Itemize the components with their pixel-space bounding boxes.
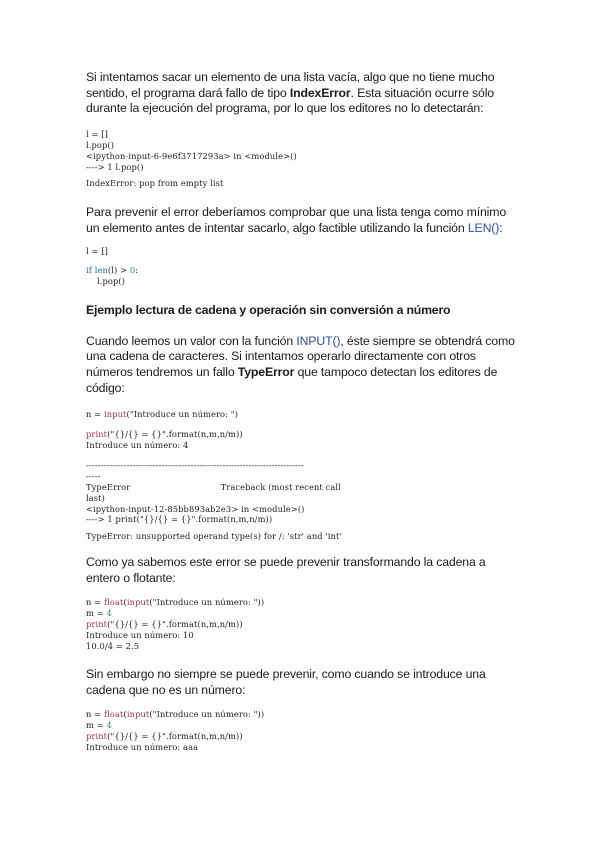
code-block-1 — [86, 129, 516, 190]
code-text: n = — [86, 409, 104, 420]
code-line: l = [] — [86, 128, 108, 139]
text: Si intentamos sacar un elemento de una lista vacía, algo que no tiene mucho sentido, el programa dará fallo de tipo — [86, 70, 495, 100]
text: que tampoco detectan los editores de código: — [86, 365, 498, 395]
code-line — [86, 409, 516, 420]
code-text: ("Introduce un número: ")) — [149, 709, 265, 720]
code-text: ("{}/{} = {}".format(n,m,n/m)) — [107, 730, 243, 741]
code-line — [86, 731, 516, 742]
code-line: l.pop() — [86, 276, 126, 287]
text: Para prevenir el error deberíamos comprobar que una lista tenga como mínimo un elemento antes de intentar sacarlo, algo factible utilizando la función — [86, 205, 507, 235]
paragraph-indexerror — [86, 70, 516, 117]
builtin: float — [103, 709, 124, 720]
code-line — [86, 429, 516, 440]
output-line: Introduce un número: 4 — [86, 440, 189, 450]
output-line: <ipython-input-12-85bb893ab2e3> in <module>() — [86, 503, 305, 514]
output-line: --------------------------------------------------------------------------- — [86, 459, 304, 470]
output-line: ----> 1 print("{}/{} = {}".format(n,m,n/m)) — [86, 514, 273, 525]
code-text: m = — [86, 608, 107, 619]
output-line: Introduce un número: aaa — [86, 741, 199, 752]
text: , éste siempre se obtendrá como una cadena de caracteres. Si intentamos operarlo directamente con otros números tendremos un fallo — [86, 333, 515, 379]
builtin: input — [103, 409, 127, 420]
output-line: last) — [86, 492, 105, 503]
code-text: ("Introduce un número: ") — [126, 409, 239, 420]
code-line: <ipython-input-6-9e6f3717293a> in <module>() — [86, 150, 297, 161]
bold-term: TypeError — [237, 365, 295, 379]
builtin: print — [86, 619, 108, 630]
code-line — [86, 619, 516, 630]
builtin: input — [126, 597, 150, 608]
code-text: (l) > — [107, 265, 130, 276]
paragraph-input — [86, 334, 516, 396]
output-line: TypeError: unsupported operand type(s) for /: 'str' and 'int' — [86, 531, 342, 542]
paragraph-prevent — [86, 205, 516, 236]
code-block-4 — [86, 597, 516, 652]
document-page — [86, 70, 516, 753]
paragraph-not-number: Sin embargo no siempre se puede prevenir, como cuando se introduce una cadena que no es un número: — [86, 666, 486, 697]
code-text: n = — [86, 709, 104, 720]
code-text: ("Introduce un número: ")) — [149, 597, 265, 608]
number: 4 — [106, 720, 112, 731]
output-line: ----- — [86, 470, 101, 481]
code-text: n = — [86, 597, 104, 608]
code-line — [86, 720, 516, 731]
number: 4 — [106, 608, 112, 619]
builtin: float — [103, 597, 124, 608]
function-link[interactable]: INPUT() — [296, 333, 341, 348]
code-line — [86, 597, 516, 608]
number: 0 — [129, 265, 136, 276]
code-block-2 — [86, 246, 516, 288]
builtin: input — [126, 709, 150, 720]
code-line — [86, 265, 516, 276]
code-line — [86, 709, 516, 720]
section-heading: Ejemplo lectura de cadena y operación sin conversión a número — [86, 303, 451, 318]
code-line: l.pop() — [86, 139, 115, 150]
code-text: : — [135, 265, 139, 276]
output-line: 10.0/4 = 2.5 — [86, 641, 140, 652]
output-line: TypeError Traceback (most recent call — [86, 481, 341, 492]
code-text: m = — [86, 720, 107, 731]
code-text: ( — [123, 709, 127, 720]
text: . Esta situación ocurre sólo durante la ejecución del programa, por lo que los editores no lo detectarán: — [86, 85, 494, 116]
builtin: len — [94, 265, 108, 276]
code-line: IndexError: pop from empty list — [86, 178, 224, 189]
code-line — [86, 608, 516, 619]
code-block-5 — [86, 709, 516, 753]
output-line: Introduce un número: 10 — [86, 630, 194, 641]
code-text: ("{}/{} = {}".format(n,m,n/m)) — [107, 429, 243, 440]
text: : — [499, 220, 503, 235]
bold-term: IndexError — [289, 85, 351, 100]
builtin: print — [86, 429, 108, 440]
code-line: ----> 1 l.pop() — [86, 161, 144, 172]
paragraph-convert: Como ya sabemos este error se puede prevenir transformando la cadena a entero o flotante: — [86, 555, 486, 585]
text: Cuando leemos un valor con la función — [86, 333, 297, 348]
keyword: if — [86, 265, 92, 276]
code-line: l = [] — [86, 245, 108, 256]
function-link[interactable]: LEN() — [467, 220, 500, 235]
code-text: ("{}/{} = {}".format(n,m,n/m)) — [107, 619, 243, 630]
builtin: print — [86, 730, 108, 741]
code-text: ( — [123, 597, 127, 608]
code-block-3 — [86, 409, 516, 542]
